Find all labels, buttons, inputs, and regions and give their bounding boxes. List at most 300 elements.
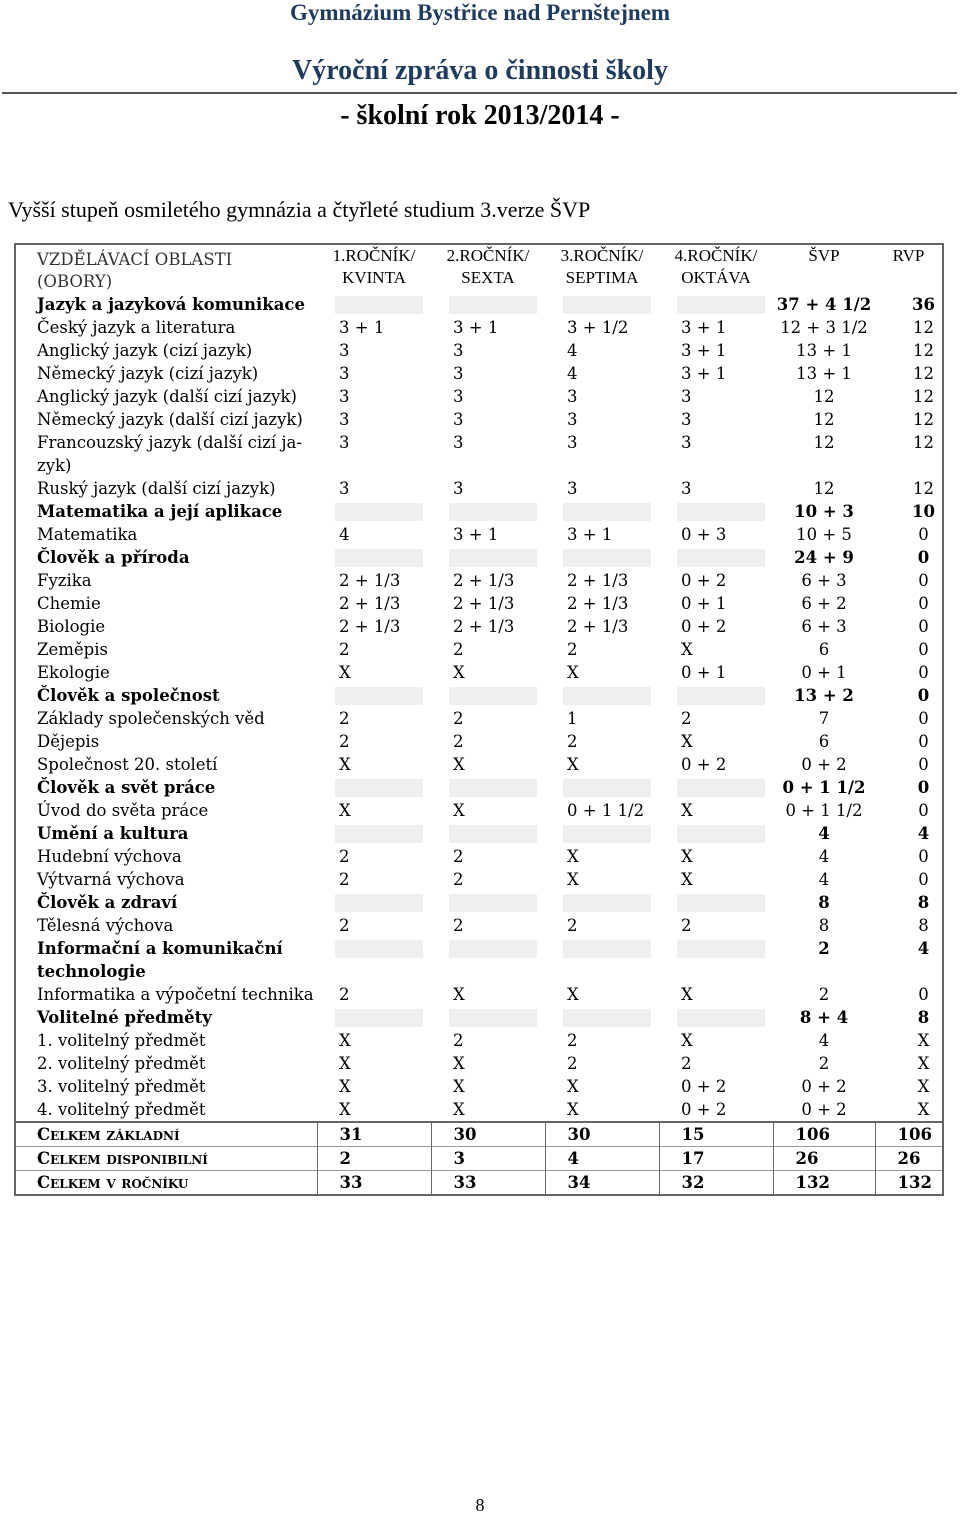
subject-name: Společnost 20. století bbox=[37, 755, 218, 774]
hours-year-2: X bbox=[453, 801, 465, 820]
hours-year-3: 3 bbox=[567, 387, 578, 406]
shaded-cell bbox=[659, 776, 773, 799]
shade-fill bbox=[677, 779, 765, 797]
subject-name: 1. volitelný předmět bbox=[37, 1031, 206, 1050]
subject-row bbox=[15, 569, 943, 592]
subject-row bbox=[15, 615, 943, 638]
subject-name: Německý jazyk (cizí jazyk) bbox=[37, 364, 259, 383]
subject-name: Matematika bbox=[37, 525, 138, 544]
svp-value: 4 bbox=[818, 870, 830, 889]
total-y3: 30 bbox=[545, 1122, 659, 1147]
hours-year-1: 3 bbox=[339, 479, 350, 498]
svp-value: 2 bbox=[818, 985, 830, 1004]
hours-year-3: 3 bbox=[567, 479, 578, 498]
rvp-value: 0 bbox=[918, 801, 929, 820]
total-y3: 34 bbox=[545, 1171, 659, 1196]
shade-fill bbox=[449, 779, 537, 797]
hours-year-2: 2 bbox=[453, 732, 464, 751]
svp-value: 6 bbox=[818, 640, 830, 659]
subject-name: 4. volitelný předmět bbox=[37, 1100, 206, 1119]
hours-year-2: X bbox=[453, 1054, 465, 1073]
shade-fill bbox=[563, 894, 651, 912]
shade-fill bbox=[677, 296, 765, 314]
header-rvp: RVP bbox=[892, 246, 925, 265]
subject-name: Zeměpis bbox=[37, 640, 108, 659]
total-row bbox=[15, 1147, 943, 1171]
shaded-cell bbox=[659, 1006, 773, 1029]
subject-name: Ruský jazyk (další cizí jazyk) bbox=[37, 479, 276, 498]
school-name: Gymnázium Bystřice nad Pernštejnem bbox=[289, 0, 671, 25]
svp-value: 4 bbox=[818, 847, 830, 866]
hours-year-4: X bbox=[681, 801, 693, 820]
rvp-value: 8 bbox=[918, 916, 929, 935]
rvp-value: 12 bbox=[913, 433, 934, 452]
shaded-cell bbox=[659, 293, 773, 316]
hours-year-4: 3 + 1 bbox=[681, 341, 727, 360]
hours-year-3: 2 + 1/3 bbox=[567, 594, 629, 613]
hours-year-3: X bbox=[567, 755, 579, 774]
hours-year-3: 3 + 1/2 bbox=[567, 318, 629, 337]
hours-year-1: 2 bbox=[339, 870, 350, 889]
rvp-value: 12 bbox=[913, 341, 934, 360]
shaded-cell bbox=[431, 293, 545, 316]
shade-fill bbox=[677, 687, 765, 705]
hours-year-1: 2 bbox=[339, 640, 350, 659]
rvp-value: 12 bbox=[913, 410, 934, 429]
header-year-4: 4.ROČNÍK/ OKTÁVA bbox=[674, 246, 758, 287]
hours-year-1: 3 bbox=[339, 364, 350, 383]
shaded-cell bbox=[545, 500, 659, 523]
subject-row bbox=[15, 362, 943, 385]
shade-fill bbox=[335, 779, 423, 797]
shade-fill bbox=[677, 825, 765, 843]
hours-year-1: 2 bbox=[339, 985, 350, 1004]
subject-name: Francouzský jazyk (další cizí ja-zyk) bbox=[37, 433, 302, 475]
hours-year-1: 2 + 1/3 bbox=[339, 617, 401, 636]
svp-value: 4 bbox=[818, 1031, 830, 1050]
hours-year-3: 3 bbox=[567, 410, 578, 429]
shaded-cell bbox=[545, 684, 659, 707]
shaded-cell bbox=[317, 776, 431, 799]
subject-row bbox=[15, 339, 943, 362]
rvp-value: 10 bbox=[912, 502, 935, 521]
total-row bbox=[15, 1171, 943, 1196]
svp-value: 12 bbox=[813, 410, 835, 429]
header-area: VZDĚLÁVACÍ OBLASTI (OBORY) bbox=[37, 250, 233, 291]
shaded-cell bbox=[659, 937, 773, 983]
area-name: Jazyk a jazyková komunikace bbox=[37, 295, 305, 314]
hours-year-2: X bbox=[453, 985, 465, 1004]
subject-row bbox=[15, 753, 943, 776]
subject-row bbox=[15, 477, 943, 500]
area-row bbox=[15, 776, 943, 799]
rvp-value: 0 bbox=[918, 709, 929, 728]
shaded-cell bbox=[545, 1006, 659, 1029]
total-y1: 31 bbox=[317, 1122, 431, 1147]
subject-row bbox=[15, 1029, 943, 1052]
shade-fill bbox=[335, 940, 423, 958]
shaded-cell bbox=[317, 1006, 431, 1029]
subject-row bbox=[15, 408, 943, 431]
header-year-3: 3.ROČNÍK/ SEPTIMA bbox=[560, 246, 644, 287]
shade-fill bbox=[449, 549, 537, 567]
hours-year-1: 4 bbox=[339, 525, 350, 544]
hours-year-2: 2 bbox=[453, 916, 464, 935]
shade-fill bbox=[563, 940, 651, 958]
svp-value: 6 + 3 bbox=[801, 617, 847, 636]
subject-row bbox=[15, 1098, 943, 1122]
hours-year-3: 2 bbox=[567, 640, 578, 659]
shaded-cell bbox=[431, 891, 545, 914]
hours-year-3: 4 bbox=[567, 341, 578, 360]
rvp-value: 0 bbox=[917, 778, 930, 797]
hours-year-2: 2 + 1/3 bbox=[453, 571, 515, 590]
subject-name: Informatika a výpočetní technika bbox=[37, 985, 314, 1004]
hours-year-3: 1 bbox=[567, 709, 578, 728]
shaded-cell bbox=[659, 500, 773, 523]
hours-year-2: 2 bbox=[453, 640, 464, 659]
hours-year-3: 3 bbox=[567, 433, 578, 452]
hours-year-1: 2 bbox=[339, 916, 350, 935]
shaded-cell bbox=[545, 891, 659, 914]
hours-year-1: 3 bbox=[339, 387, 350, 406]
rvp-value: 0 bbox=[918, 525, 929, 544]
area-row bbox=[15, 1006, 943, 1029]
shaded-cell bbox=[431, 546, 545, 569]
total-y2: 33 bbox=[431, 1171, 545, 1196]
rvp-value: 0 bbox=[918, 663, 929, 682]
rvp-value: 0 bbox=[917, 686, 930, 705]
shaded-cell bbox=[317, 891, 431, 914]
shaded-cell bbox=[317, 937, 431, 983]
shade-fill bbox=[449, 296, 537, 314]
hours-year-1: 2 + 1/3 bbox=[339, 571, 401, 590]
rvp-value: X bbox=[917, 1031, 930, 1050]
rvp-value: 0 bbox=[918, 640, 929, 659]
hours-year-1: X bbox=[339, 1100, 351, 1119]
hours-year-4: 0 + 2 bbox=[681, 1100, 727, 1119]
shaded-cell bbox=[317, 500, 431, 523]
shade-fill bbox=[449, 940, 537, 958]
hours-year-4: 0 + 2 bbox=[681, 617, 727, 636]
hours-year-4: 0 + 3 bbox=[681, 525, 727, 544]
total-y1: 33 bbox=[317, 1171, 431, 1196]
rvp-value: 0 bbox=[918, 847, 929, 866]
hours-year-3: X bbox=[567, 1077, 579, 1096]
curriculum-table bbox=[14, 243, 944, 1196]
total-y2: 3 bbox=[431, 1147, 545, 1171]
svp-value: 37 + 4 1/2 bbox=[776, 295, 872, 314]
svp-value: 6 + 2 bbox=[801, 594, 847, 613]
shaded-cell bbox=[317, 293, 431, 316]
svp-value: 0 + 1 bbox=[801, 663, 847, 682]
hours-year-4: 0 + 2 bbox=[681, 1077, 727, 1096]
rvp-value: 0 bbox=[918, 755, 929, 774]
shade-fill bbox=[335, 687, 423, 705]
subject-name: Chemie bbox=[37, 594, 101, 613]
total-label: Celkem základní bbox=[15, 1122, 317, 1147]
svp-value: 8 bbox=[818, 893, 830, 912]
hours-year-3: 4 bbox=[567, 364, 578, 383]
svp-value: 4 bbox=[818, 824, 830, 843]
hours-year-1: X bbox=[339, 755, 351, 774]
rvp-value: X bbox=[917, 1100, 930, 1119]
shaded-cell bbox=[545, 546, 659, 569]
hours-year-4: 0 + 1 bbox=[681, 663, 727, 682]
total-y4: 15 bbox=[659, 1122, 773, 1147]
header-year-1: 1.ROČNÍK/ KVINTA bbox=[332, 246, 416, 287]
hours-year-4: X bbox=[681, 1031, 693, 1050]
svp-value: 24 + 9 bbox=[794, 548, 854, 567]
total-svp: 132 bbox=[773, 1171, 875, 1196]
shaded-cell bbox=[317, 546, 431, 569]
subject-name: Výtvarná výchova bbox=[37, 870, 185, 889]
area-name: Matematika a její aplikace bbox=[37, 502, 283, 521]
rvp-value: 12 bbox=[913, 318, 934, 337]
area-name: Volitelné předměty bbox=[37, 1008, 212, 1027]
subject-name: Dějepis bbox=[37, 732, 100, 751]
hours-year-4: X bbox=[681, 640, 693, 659]
shade-fill bbox=[563, 296, 651, 314]
subject-name: Biologie bbox=[37, 617, 106, 636]
hours-year-2: 3 bbox=[453, 364, 464, 383]
hours-year-1: X bbox=[339, 1054, 351, 1073]
subject-row bbox=[15, 523, 943, 546]
rvp-value: 0 bbox=[918, 594, 929, 613]
hours-year-2: 3 + 1 bbox=[453, 525, 499, 544]
hours-year-4: X bbox=[681, 985, 693, 1004]
section-subtitle: Vyšší stupeň osmiletého gymnázia a čtyřleté studium 3.verze ŠVP bbox=[8, 197, 591, 222]
total-label: Celkem v ročníku bbox=[15, 1171, 317, 1196]
subject-row bbox=[15, 592, 943, 615]
hours-year-3: 2 + 1/3 bbox=[567, 617, 629, 636]
shade-fill bbox=[335, 296, 423, 314]
subject-name: Český jazyk a literatura bbox=[37, 318, 236, 337]
subject-name: Tělesná výchova bbox=[37, 916, 174, 935]
area-row bbox=[15, 891, 943, 914]
shaded-cell bbox=[659, 891, 773, 914]
area-name: Informační a komunikační technologie bbox=[37, 939, 283, 981]
total-label: Celkem disponibilní bbox=[15, 1147, 317, 1171]
hours-year-1: 2 + 1/3 bbox=[339, 594, 401, 613]
hours-year-2: 3 bbox=[453, 433, 464, 452]
shade-fill bbox=[677, 894, 765, 912]
hours-year-4: 3 bbox=[681, 410, 692, 429]
hours-year-1: X bbox=[339, 801, 351, 820]
svp-value: 0 + 1 1/2 bbox=[782, 778, 866, 797]
subject-row bbox=[15, 707, 943, 730]
shade-fill bbox=[449, 894, 537, 912]
rvp-value: 0 bbox=[918, 732, 929, 751]
rvp-value: 0 bbox=[918, 571, 929, 590]
hours-year-2: 3 bbox=[453, 410, 464, 429]
hours-year-3: 2 bbox=[567, 1054, 578, 1073]
hours-year-4: 3 + 1 bbox=[681, 318, 727, 337]
hours-year-4: 2 bbox=[681, 916, 692, 935]
shade-fill bbox=[335, 1009, 423, 1027]
shade-fill bbox=[335, 503, 423, 521]
shade-fill bbox=[563, 549, 651, 567]
subject-row bbox=[15, 431, 943, 477]
shaded-cell bbox=[545, 937, 659, 983]
shaded-cell bbox=[431, 937, 545, 983]
subject-row bbox=[15, 1075, 943, 1098]
subject-name: 2. volitelný předmět bbox=[37, 1054, 206, 1073]
area-name: Člověk a zdraví bbox=[37, 893, 178, 912]
hours-year-1: 2 bbox=[339, 732, 350, 751]
hours-year-2: 2 + 1/3 bbox=[453, 594, 515, 613]
hours-year-2: X bbox=[453, 1100, 465, 1119]
hours-year-4: 0 + 2 bbox=[681, 755, 727, 774]
report-title: Výroční zpráva o činnosti školy bbox=[292, 55, 668, 86]
svp-value: 0 + 1 1/2 bbox=[785, 801, 863, 820]
subject-row bbox=[15, 638, 943, 661]
shaded-cell bbox=[431, 1006, 545, 1029]
subject-row bbox=[15, 914, 943, 937]
hours-year-3: 0 + 1 1/2 bbox=[567, 801, 645, 820]
area-name: Člověk a svět práce bbox=[37, 778, 216, 797]
svp-value: 6 bbox=[818, 732, 830, 751]
hours-year-3: 2 bbox=[567, 732, 578, 751]
svp-value: 0 + 2 bbox=[801, 755, 847, 774]
subject-row bbox=[15, 868, 943, 891]
hours-year-2: 2 bbox=[453, 847, 464, 866]
area-row bbox=[15, 546, 943, 569]
svp-value: 7 bbox=[818, 709, 830, 728]
hours-year-3: X bbox=[567, 847, 579, 866]
shaded-cell bbox=[431, 684, 545, 707]
total-y4: 32 bbox=[659, 1171, 773, 1196]
total-y2: 30 bbox=[431, 1122, 545, 1147]
total-y4: 17 bbox=[659, 1147, 773, 1171]
hours-year-4: 0 + 2 bbox=[681, 571, 727, 590]
subject-name: Ekologie bbox=[37, 663, 110, 682]
svp-value: 8 + 4 bbox=[799, 1008, 849, 1027]
hours-year-4: X bbox=[681, 847, 693, 866]
hours-year-4: 3 bbox=[681, 387, 692, 406]
svp-value: 10 + 3 bbox=[794, 502, 854, 521]
area-row bbox=[15, 500, 943, 523]
total-rvp: 106 bbox=[875, 1122, 943, 1147]
subject-row bbox=[15, 1052, 943, 1075]
rvp-value: X bbox=[917, 1077, 930, 1096]
total-svp: 106 bbox=[773, 1122, 875, 1147]
table-header-row bbox=[15, 244, 943, 293]
svp-value: 13 + 2 bbox=[794, 686, 854, 705]
svp-value: 2 bbox=[818, 939, 830, 958]
rvp-value: 12 bbox=[913, 387, 934, 406]
subject-row bbox=[15, 730, 943, 753]
rvp-value: 4 bbox=[917, 824, 930, 843]
subject-row bbox=[15, 661, 943, 684]
shaded-cell bbox=[545, 293, 659, 316]
hours-year-2: X bbox=[453, 663, 465, 682]
hours-year-2: X bbox=[453, 755, 465, 774]
header-svp: ŠVP bbox=[808, 246, 840, 265]
hours-year-1: X bbox=[339, 1031, 351, 1050]
subject-name: Fyzika bbox=[37, 571, 92, 590]
svp-value: 12 bbox=[813, 479, 835, 498]
svp-value: 2 bbox=[818, 1054, 830, 1073]
shade-fill bbox=[449, 687, 537, 705]
hours-year-1: 2 bbox=[339, 847, 350, 866]
subject-row bbox=[15, 845, 943, 868]
hours-year-2: 3 bbox=[453, 387, 464, 406]
shade-fill bbox=[563, 779, 651, 797]
hours-year-3: 2 + 1/3 bbox=[567, 571, 629, 590]
rvp-value: X bbox=[917, 1054, 930, 1073]
area-row bbox=[15, 684, 943, 707]
shaded-cell bbox=[659, 684, 773, 707]
subject-name: 3. volitelný předmět bbox=[37, 1077, 206, 1096]
total-rvp: 132 bbox=[875, 1171, 943, 1196]
svp-value: 0 + 2 bbox=[801, 1100, 847, 1119]
shaded-cell bbox=[431, 776, 545, 799]
hours-year-3: 2 bbox=[567, 1031, 578, 1050]
shade-fill bbox=[563, 503, 651, 521]
subject-name: Anglický jazyk (cizí jazyk) bbox=[37, 341, 253, 360]
area-name: Člověk a příroda bbox=[37, 548, 190, 567]
shaded-cell bbox=[431, 500, 545, 523]
hours-year-4: 0 + 1 bbox=[681, 594, 727, 613]
hours-year-1: X bbox=[339, 663, 351, 682]
area-name: Umění a kultura bbox=[37, 824, 189, 843]
hours-year-3: 2 bbox=[567, 916, 578, 935]
rvp-value: 0 bbox=[918, 617, 929, 636]
subject-name: Základy společenských věd bbox=[37, 709, 265, 728]
svp-value: 12 bbox=[813, 387, 835, 406]
area-name: Člověk a společnost bbox=[37, 686, 220, 705]
svp-value: 8 bbox=[818, 916, 830, 935]
hours-year-1: 3 + 1 bbox=[339, 318, 385, 337]
rvp-value: 36 bbox=[912, 295, 935, 314]
hours-year-3: X bbox=[567, 663, 579, 682]
hours-year-1: X bbox=[339, 1077, 351, 1096]
hours-year-3: X bbox=[567, 1100, 579, 1119]
total-row bbox=[15, 1122, 943, 1147]
svp-value: 13 + 1 bbox=[796, 341, 852, 360]
hours-year-4: 2 bbox=[681, 1054, 692, 1073]
rvp-value: 8 bbox=[917, 1008, 930, 1027]
hours-year-2: X bbox=[453, 1077, 465, 1096]
hours-year-4: 3 bbox=[681, 433, 692, 452]
shade-fill bbox=[677, 940, 765, 958]
shaded-cell bbox=[659, 546, 773, 569]
rvp-value: 0 bbox=[917, 548, 930, 567]
hours-year-4: 3 bbox=[681, 479, 692, 498]
rvp-value: 12 bbox=[913, 364, 934, 383]
subject-name: Anglický jazyk (další cizí jazyk) bbox=[37, 387, 297, 406]
subject-row bbox=[15, 799, 943, 822]
svp-value: 6 + 3 bbox=[801, 571, 847, 590]
shaded-cell bbox=[317, 684, 431, 707]
school-year: - školní rok 2013/2014 - bbox=[340, 100, 620, 131]
shade-fill bbox=[335, 825, 423, 843]
total-y3: 4 bbox=[545, 1147, 659, 1171]
subject-row bbox=[15, 983, 943, 1006]
shade-fill bbox=[335, 549, 423, 567]
hours-year-2: 2 bbox=[453, 1031, 464, 1050]
hours-year-1: 3 bbox=[339, 341, 350, 360]
shade-fill bbox=[449, 825, 537, 843]
rvp-value: 8 bbox=[917, 893, 930, 912]
subject-row bbox=[15, 385, 943, 408]
hours-year-2: 3 bbox=[453, 341, 464, 360]
shade-fill bbox=[677, 1009, 765, 1027]
shade-fill bbox=[563, 687, 651, 705]
shade-fill bbox=[449, 1009, 537, 1027]
shade-fill bbox=[563, 825, 651, 843]
